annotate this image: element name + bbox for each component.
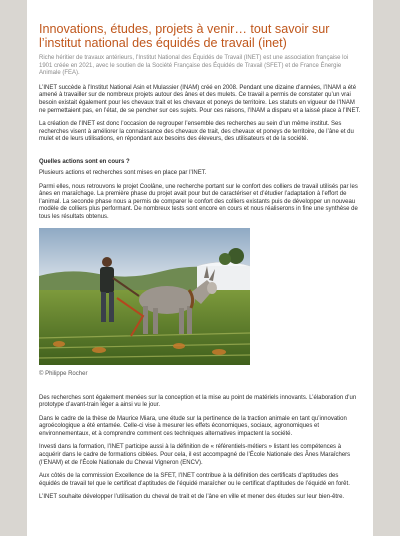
paragraph: Dans le cadre de la thèse de Maurice Miara, une étude sur la pertinence de la traction animale en tant qu’innovation agroécologique a été entamée. Celle-ci vise à mesurer les effets économiques, sociaux, agronomiques et environnementaux, et à comprendre comment ces techniques alternatives impactent la société.	[39, 415, 347, 437]
paragraph: Investi dans la formation, l’INET participe aussi à la définition de « référentiels-métiers » listant les compétences à acquérir dans le cadre de formations ciblées. Pour cela, il est accompagné de l’École Nationale des Ânes Maraîchers (l’ENAM) et de l’École Nationale du Cheval Vigneron (ENCV).	[39, 444, 351, 466]
paragraph: Plusieurs actions et recherches sont mises en place par l’INET.	[39, 169, 207, 176]
paragraph: Des recherches sont également menées sur la conception et la mise au point de matériels innovants. L’élaboration d’un prototype d’avant-train léger a ainsi vu le jour.	[39, 394, 357, 409]
paragraph: Parmi elles, nous retrouvons le projet Coolâne, une recherche portant sur le confort des colliers de travail utilisés par les ânes en maraîchage. La première phase du projet avait pour but de caractériser et d’étudier l’adaptation à l’effort de l’animal. La seconde phase nous a permis de comparer le confort des colliers existants puis de développer un nouveau modèle de colliers plus performant. De nombreux tests sont encore en cours et nous réaliserons in fine une synthèse de tous les résultats obtenus.	[39, 183, 358, 220]
photo-credit: © Philippe Rocher	[39, 370, 88, 377]
article-title: Innovations, études, projets à venir… tout savoir sur l’institut national des équidés de travail (inet)	[39, 22, 330, 50]
donkey-plowing-photo	[39, 228, 250, 365]
paragraph: Aux côtés de la commission Excellence de la SFET, l’INET contribue à la définition des certificats d’aptitudes des équidés de travail tel que le certificat d’aptitudes de l’équidé maraîcher ou le certificat d’aptitudes de l’équidé en forêt.	[39, 473, 350, 487]
article-page	[27, 0, 373, 536]
section-heading: Quelles actions sont en cours ?	[39, 158, 130, 165]
article-intro: Riche héritier de travaux antérieurs, l’Institut National des Équidés de Travail (INET) est une association française loi 1901 créée en 2021, avec le soutien de la Société Française des Équidés de Travail (SFET) et de France Énergie Animale (FEA).	[39, 55, 349, 77]
paragraph: La création de l’INET est donc l’occasion de regrouper l’ensemble des recherches au sein d’un même institut. Ses recherches visent à améliorer la connaissance des chevaux de trait, des chevaux et poneys de territoire, de l’âne et du mulet et de leurs utilisations, en répondant aux besoins des éleveurs, des utilisateurs et de la société.	[39, 121, 354, 143]
paragraph: L’INET souhaite développer l’utilisation du cheval de trait et de l’âne en ville et mener des études sur leur bien-être.	[39, 494, 345, 501]
paragraph: L’INET succède à l’Institut National Asin et Mulassier (INAM) créé en 2008. Pendant une dizaine d’années, l’INAM a été amené à travailler sur de nombreux projets autour des ânes et des mulets. Ce travail a permis de constater qu’un vrai besoin existait également pour les chevaux trait et les chevaux et poneys de territoire. Les statuts en vigueur de l’INAM ne permettaient pas, en l’état, de se pencher sur ces sujets. Pour ces raisons, l’INAM a disparu et a laissé place à l’INET.	[39, 84, 361, 114]
